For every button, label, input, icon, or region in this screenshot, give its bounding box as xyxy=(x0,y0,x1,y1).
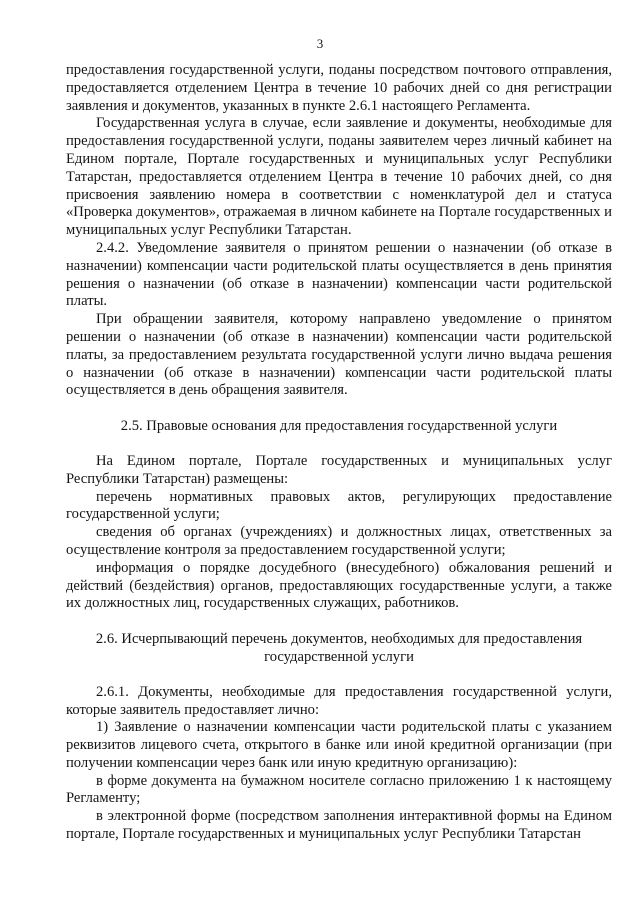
paragraph: 2.4.2. Уведомление заявителя о принятом решении о назначении (об отказе в назначении) компенсации части родительской платы осуществляется в день принятия решения о назначении (об отказе в назначении) компенсации части родительской платы. xyxy=(66,239,612,310)
paragraph: 2.6.1. Документы, необходимые для предоставления государственной услуги, которые заявитель предоставляет лично: xyxy=(66,683,612,718)
paragraph: На Едином портале, Портале государственных и муниципальных услуг Республики Татарстан) размещены: xyxy=(66,452,612,487)
paragraph: предоставления государственной услуги, поданы посредством почтового отправления, предоставляется отделением Центра в течение 10 рабочих дней со дня регистрации заявления и документов, указанных в пункте 2.6.1 настоящего Регламента. xyxy=(66,62,612,114)
paragraph: Государственная услуга в случае, если заявление и документы, необходимые для предоставления государственной услуги, поданы заявителем через личный кабинет на Едином портале, Портале государственных и муниципальных услуг Республики Татарстан, предоставляется отделением Центра в течение 10 рабочих дней, со дня присвоения заявлению номера в соответствии с номенклатурой дел и статуса «Проверка документов», отражаемая в личном кабинете на Портале государственных и муниципальных услуг Республики Татарстан. xyxy=(66,115,612,239)
paragraph: 1) Заявление о назначении компенсации части родительской платы с указанием реквизитов лицевого счета, открытого в банке или иной кредитной организации (при получении компенсации через банк или иную кредитную организацию): xyxy=(66,719,612,771)
paragraph: в форме документа на бумажном носителе согласно приложению 1 к настоящему Регламенту; xyxy=(66,772,612,807)
paragraph: сведения об органах (учреждениях) и должностных лицах, ответственных за осуществление контроля за предоставлением государственной услуги; xyxy=(66,524,612,558)
page-number: 3 xyxy=(316,36,324,51)
section-heading-2-6: 2.6. Исчерпывающий перечень документов, необходимых для предоставления государственной услуги xyxy=(95,631,583,665)
paragraph: При обращении заявителя, которому направлено уведомление о принятом решении о назначении (об отказе в назначении) компенсации части родительской платы, за предоставлением результата государственной услуги лично выдача решения о назначении (об отказе в назначении) компенсации части родительской платы осуществляется в день обращения заявителя. xyxy=(66,311,612,399)
paragraph: в электронной форме (посредством заполнения интерактивной формы на Едином портале, Портале государственных и муниципальных услуг Республики Татарстан xyxy=(66,808,612,843)
paragraph: информация о порядке досудебного (внесудебного) обжалования решений и действий (бездействия) органов, предоставляющих государственные услуги, а также их должностных лиц, государственных служащих, работников. xyxy=(66,559,612,612)
paragraph: перечень нормативных правовых актов, регулирующих предоставление государственной услуги; xyxy=(66,488,612,523)
document-body xyxy=(66,62,612,844)
section-heading-2-5: 2.5. Правовые основания для предоставления государственной услуги xyxy=(120,418,558,435)
